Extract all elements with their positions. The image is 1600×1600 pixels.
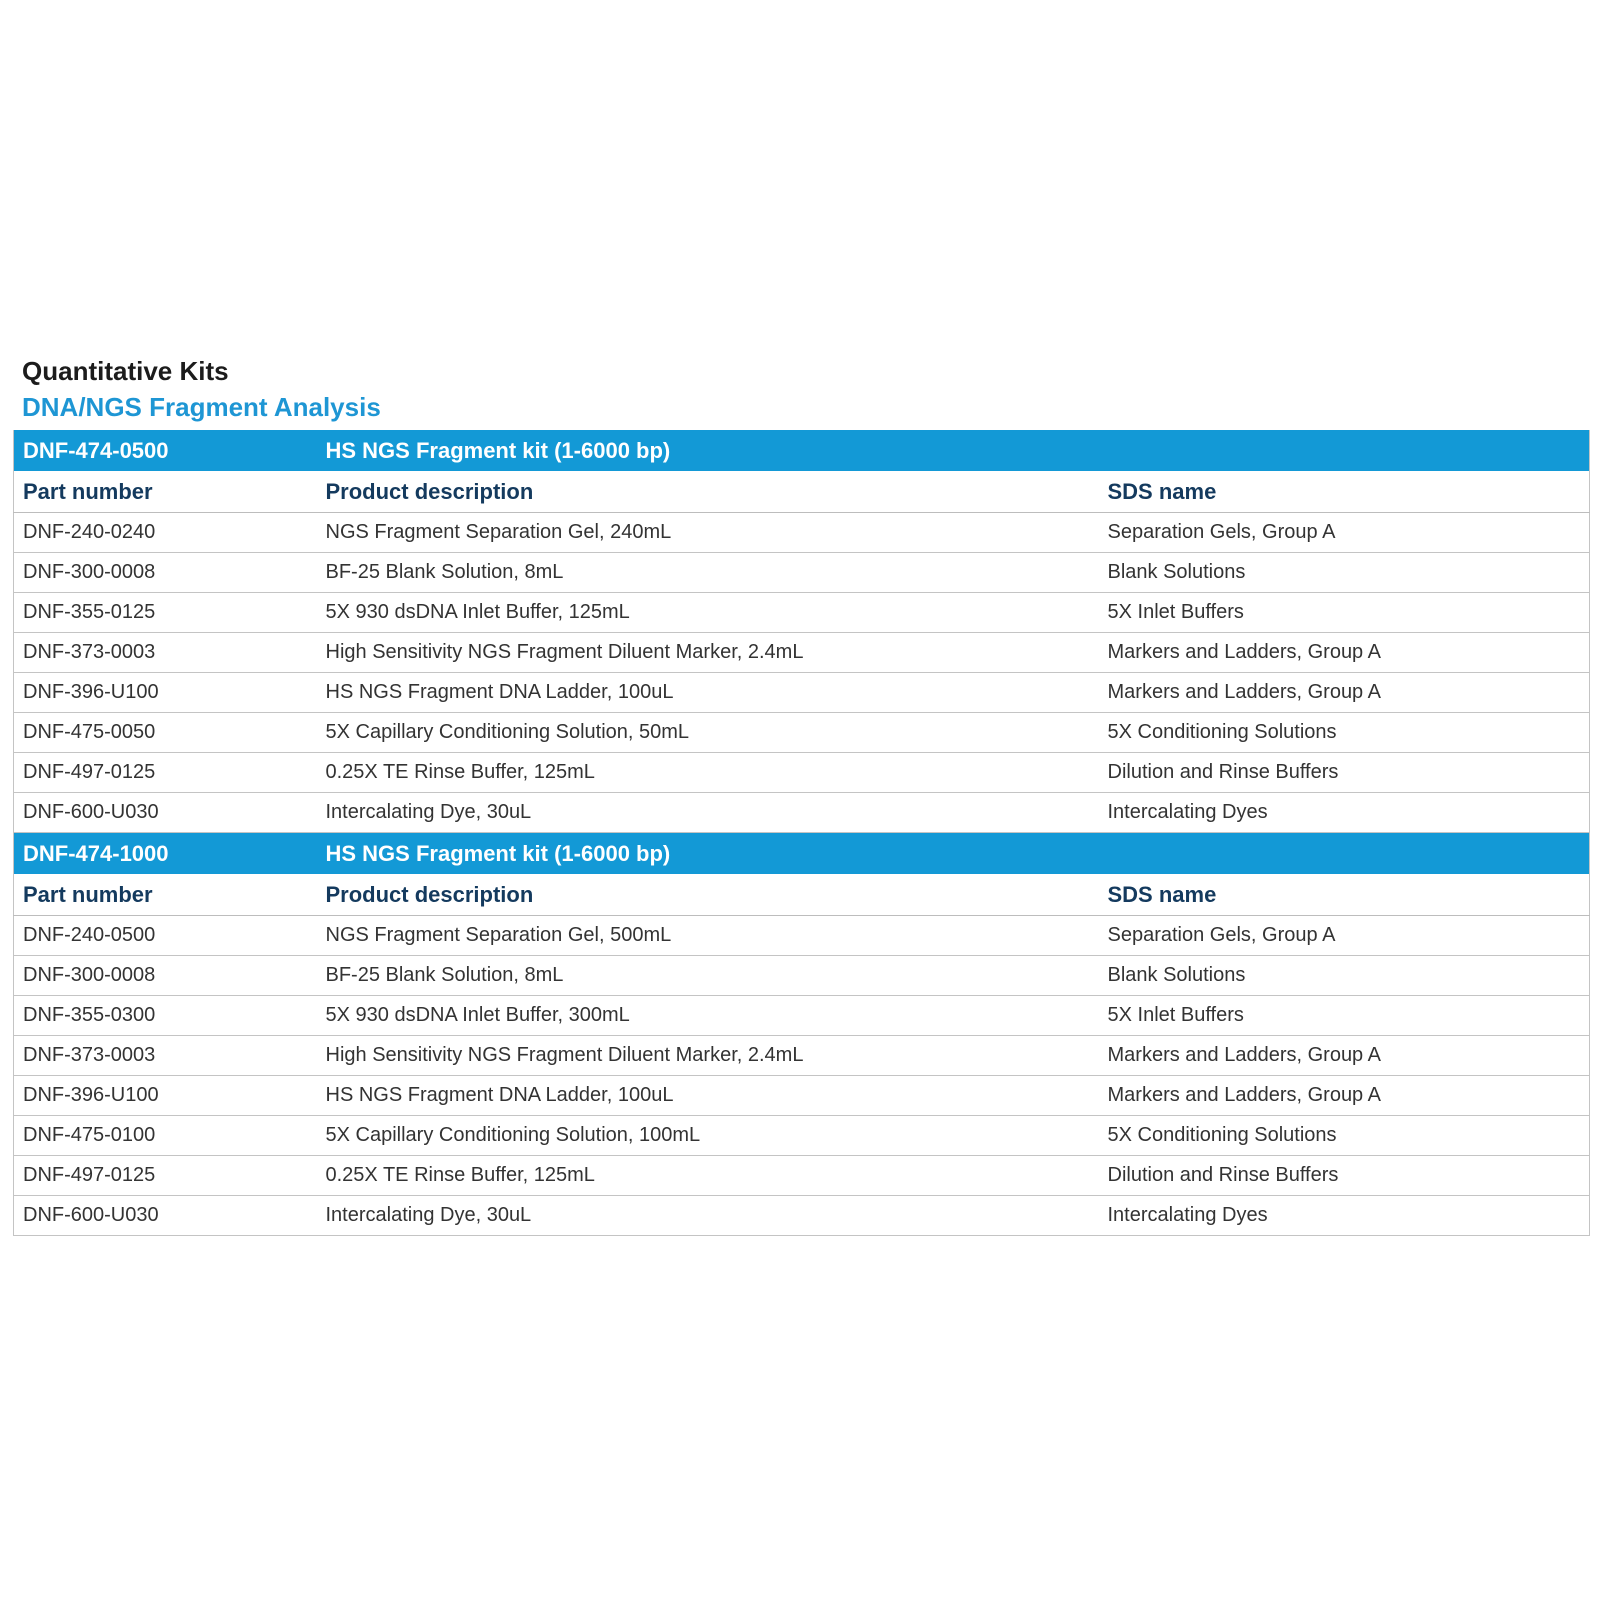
table-row (14, 513, 1590, 553)
sds-name-cell: 5X Conditioning Solutions (1099, 1116, 1590, 1156)
sds-name-cell: Markers and Ladders, Group A (1099, 1076, 1590, 1116)
kit-section (14, 833, 1590, 1236)
kit-name: HS NGS Fragment kit (1-6000 bp) (317, 833, 1590, 875)
table-row (14, 1196, 1590, 1236)
table-row (14, 1076, 1590, 1116)
column-header-product-description: Product description (317, 874, 1099, 916)
table-row (14, 1116, 1590, 1156)
part-number-cell: DNF-355-0300 (14, 996, 317, 1036)
sds-name-cell: Separation Gels, Group A (1099, 513, 1590, 553)
column-header-product-description: Product description (317, 471, 1099, 513)
table-row (14, 553, 1590, 593)
part-number-cell: DNF-396-U100 (14, 1076, 317, 1116)
description-cell: 0.25X TE Rinse Buffer, 125mL (317, 1156, 1099, 1196)
sds-name-cell: 5X Inlet Buffers (1099, 593, 1590, 633)
part-number-cell: DNF-475-0100 (14, 1116, 317, 1156)
part-number-cell: DNF-240-0500 (14, 916, 317, 956)
sds-name-cell: Dilution and Rinse Buffers (1099, 1156, 1590, 1196)
table-row (14, 793, 1590, 833)
table-row (14, 633, 1590, 673)
table-row (14, 593, 1590, 633)
description-cell: 5X 930 dsDNA Inlet Buffer, 300mL (317, 996, 1099, 1036)
column-header-row (14, 471, 1590, 513)
description-cell: High Sensitivity NGS Fragment Diluent Marker, 2.4mL (317, 633, 1099, 673)
kit-header-row (14, 430, 1590, 471)
part-number-cell: DNF-355-0125 (14, 593, 317, 633)
table-row (14, 996, 1590, 1036)
sds-name-cell: Markers and Ladders, Group A (1099, 1036, 1590, 1076)
description-cell: BF-25 Blank Solution, 8mL (317, 553, 1099, 593)
part-number-cell: DNF-373-0003 (14, 633, 317, 673)
sds-name-cell: 5X Conditioning Solutions (1099, 713, 1590, 753)
table-row (14, 916, 1590, 956)
description-cell: Intercalating Dye, 30uL (317, 793, 1099, 833)
description-cell: NGS Fragment Separation Gel, 240mL (317, 513, 1099, 553)
part-number-cell: DNF-600-U030 (14, 1196, 317, 1236)
sds-name-cell: Blank Solutions (1099, 553, 1590, 593)
description-cell: HS NGS Fragment DNA Ladder, 100uL (317, 1076, 1099, 1116)
table-row (14, 713, 1590, 753)
sds-name-cell: Markers and Ladders, Group A (1099, 633, 1590, 673)
part-number-cell: DNF-373-0003 (14, 1036, 317, 1076)
document-titles (22, 353, 381, 425)
part-number-cell: DNF-300-0008 (14, 956, 317, 996)
description-cell: 5X Capillary Conditioning Solution, 100mL (317, 1116, 1099, 1156)
page-title: Quantitative Kits (22, 356, 229, 386)
sds-name-cell: Intercalating Dyes (1099, 1196, 1590, 1236)
column-header-row (14, 874, 1590, 916)
table-row (14, 956, 1590, 996)
description-cell: BF-25 Blank Solution, 8mL (317, 956, 1099, 996)
table-row (14, 1156, 1590, 1196)
kit-components-table (13, 430, 1590, 1236)
description-cell: 5X 930 dsDNA Inlet Buffer, 125mL (317, 593, 1099, 633)
sds-name-cell: Intercalating Dyes (1099, 793, 1590, 833)
sds-name-cell: 5X Inlet Buffers (1099, 996, 1590, 1036)
kit-section (14, 430, 1590, 833)
description-cell: HS NGS Fragment DNA Ladder, 100uL (317, 673, 1099, 713)
description-cell: NGS Fragment Separation Gel, 500mL (317, 916, 1099, 956)
page-subtitle: DNA/NGS Fragment Analysis (22, 392, 381, 422)
column-header-sds-name: SDS name (1099, 874, 1590, 916)
kit-header-row (14, 833, 1590, 875)
kit-number: DNF-474-0500 (14, 430, 317, 471)
sds-name-cell: Separation Gels, Group A (1099, 916, 1590, 956)
column-header-part-number: Part number (14, 874, 317, 916)
sds-name-cell: Blank Solutions (1099, 956, 1590, 996)
part-number-cell: DNF-600-U030 (14, 793, 317, 833)
part-number-cell: DNF-300-0008 (14, 553, 317, 593)
part-number-cell: DNF-475-0050 (14, 713, 317, 753)
kit-name: HS NGS Fragment kit (1-6000 bp) (317, 430, 1590, 471)
description-cell: 5X Capillary Conditioning Solution, 50mL (317, 713, 1099, 753)
table-row (14, 1036, 1590, 1076)
table-row (14, 753, 1590, 793)
sds-name-cell: Dilution and Rinse Buffers (1099, 753, 1590, 793)
part-number-cell: DNF-396-U100 (14, 673, 317, 713)
part-number-cell: DNF-497-0125 (14, 753, 317, 793)
table-row (14, 673, 1590, 713)
kit-number: DNF-474-1000 (14, 833, 317, 875)
description-cell: 0.25X TE Rinse Buffer, 125mL (317, 753, 1099, 793)
sds-name-cell: Markers and Ladders, Group A (1099, 673, 1590, 713)
description-cell: High Sensitivity NGS Fragment Diluent Marker, 2.4mL (317, 1036, 1099, 1076)
part-number-cell: DNF-240-0240 (14, 513, 317, 553)
part-number-cell: DNF-497-0125 (14, 1156, 317, 1196)
column-header-part-number: Part number (14, 471, 317, 513)
column-header-sds-name: SDS name (1099, 471, 1590, 513)
description-cell: Intercalating Dye, 30uL (317, 1196, 1099, 1236)
